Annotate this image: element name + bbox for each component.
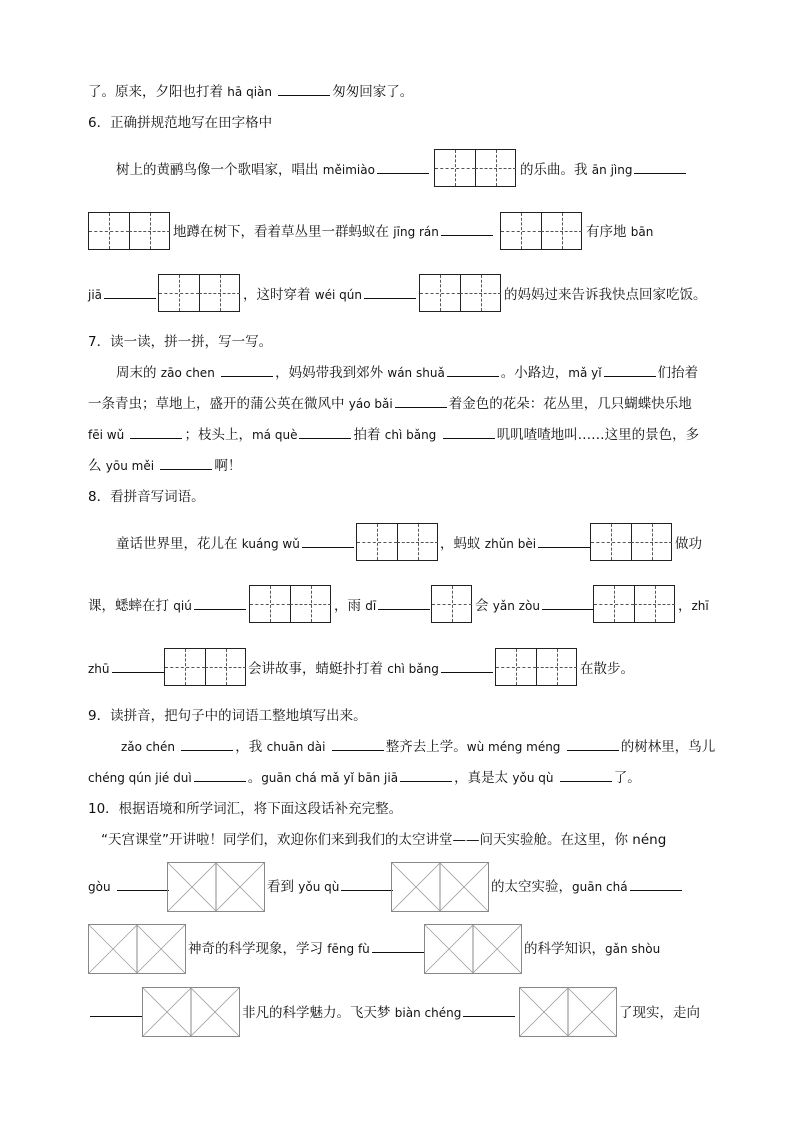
answer-blank[interactable] (130, 425, 182, 439)
pinyin: wù méng méng (466, 740, 561, 754)
answer-blank[interactable] (160, 456, 212, 470)
pinyin: kuáng wǔ (241, 537, 300, 551)
tianzige-box[interactable] (164, 648, 246, 686)
text-line: 了。原来，夕阳也打着 hā qiàn 匆匆回家了。 (88, 84, 414, 100)
text-fragment: ，zhī (678, 598, 709, 614)
text-fragment: 会讲故事，蜻蜓扑打着 chì bǎng (248, 659, 495, 679)
pinyin: bān (630, 225, 654, 239)
question-heading: 6．正确拼规范地写在田字格中 (88, 115, 273, 131)
answer-blank[interactable] (604, 363, 656, 377)
answer-blank[interactable] (634, 160, 686, 174)
answer-blank[interactable] (341, 877, 393, 891)
text-fragment: 做功 (675, 536, 702, 552)
pinyin: mǎ yǐ (568, 366, 602, 380)
mizige-box[interactable] (391, 862, 489, 912)
text-fragment: 在散步。 (580, 661, 634, 677)
pinyin: chuān dài (266, 740, 326, 754)
answer-blank[interactable] (560, 768, 612, 782)
pinyin: yǒu qù (512, 771, 554, 785)
pinyin: chì bǎng (387, 662, 439, 676)
tianzige-box[interactable] (158, 274, 240, 312)
pinyin: yōu měi (105, 459, 155, 473)
answer-blank[interactable] (221, 363, 273, 377)
pinyin: zhǔn bèi (484, 537, 537, 551)
text-fragment: 的科学知识，gǎn shòu (524, 941, 661, 957)
text-line: 一条青虫；草地上，盛开的蒲公英在微风中 yáo bǎi 着金色的花朵：花丛里，几只蝴蝶快乐地 (88, 396, 692, 412)
pinyin: wán shuǎ (387, 366, 445, 380)
text-fragment: 童话世界里，花儿在 kuáng wǔ (116, 534, 356, 554)
pinyin: jiā (88, 288, 103, 302)
text-line: chéng qún jié duì 。guān chá mǎ yǐ bān jiā ，真是太 yǒu qù 了。 (88, 770, 641, 786)
text-fragment: 非凡的科学魅力。飞天梦 biàn chéng (242, 1003, 517, 1023)
tianzige-box[interactable] (356, 523, 438, 561)
pinyin: fēi wǔ (88, 428, 125, 442)
answer-blank[interactable] (441, 222, 493, 236)
pinyin: dī (365, 599, 377, 613)
text-fragment: 的妈妈过来告诉我快点回家吃饭。 (504, 287, 707, 303)
pinyin: gòu (88, 880, 111, 894)
text-fragment: 地蹲在树下，看着草丛里一群蚂蚁在 jīng rán (173, 222, 495, 242)
question-heading: 9．读拼音，把句子中的词语工整地填写出来。 (88, 708, 367, 724)
text-line: “天宫课堂”开讲啦！同学们，欢迎你们来到我们的太空讲堂——问天实验舱。在这里，你 néng (101, 832, 667, 848)
answer-blank[interactable] (299, 425, 351, 439)
answer-blank[interactable] (117, 877, 169, 891)
text-fragment: 的乐曲。我 ān jìng (520, 160, 688, 180)
answer-blank[interactable] (567, 737, 619, 751)
tianzige-box[interactable] (434, 149, 516, 187)
text-fragment: 有序地 bān (586, 224, 654, 240)
text-fragment: ，蚂蚁 zhǔn bèi (440, 534, 592, 554)
mizige-box[interactable] (142, 987, 240, 1037)
answer-blank[interactable] (378, 596, 430, 610)
mizige-box[interactable] (88, 924, 186, 974)
answer-blank[interactable] (463, 1003, 515, 1017)
answer-blank[interactable] (104, 285, 156, 299)
mizige-box[interactable] (424, 924, 522, 974)
text-fragment: ，这时穿着 wéi qún (243, 285, 418, 305)
pinyin: zǎo chén (121, 740, 175, 754)
tianzige-box[interactable] (593, 585, 675, 623)
answer-blank[interactable] (441, 659, 493, 673)
tianzige-box[interactable] (590, 523, 672, 561)
answer-blank[interactable] (372, 939, 424, 953)
pinyin: má què (251, 428, 298, 442)
pinyin: guān chá mǎ yǐ bān jiā (261, 771, 399, 785)
question-heading: 7．读一读，拼一拼，写一写。 (88, 334, 273, 350)
tianzige-box[interactable] (249, 585, 331, 623)
pinyin: zāo chen (160, 366, 215, 380)
tianzige-box[interactable] (431, 585, 472, 623)
answer-blank[interactable] (194, 768, 246, 782)
text-fragment: 课，蟋蟀在打 qiú (88, 596, 248, 616)
answer-blank[interactable] (443, 425, 495, 439)
answer-blank[interactable] (630, 877, 682, 891)
text-fragment (88, 877, 171, 897)
pinyin: zhū (88, 662, 110, 676)
answer-blank[interactable] (364, 285, 416, 299)
answer-blank[interactable] (194, 596, 246, 610)
tianzige-box[interactable] (88, 212, 170, 250)
tianzige-box[interactable] (419, 274, 501, 312)
text-line: 树上的黄鹂鸟像一个歌唱家，唱出 měimiào (116, 160, 431, 180)
text-fragment (88, 659, 166, 679)
pinyin: biàn chéng (394, 1006, 462, 1020)
answer-blank[interactable] (90, 1003, 142, 1017)
text-fragment (88, 1003, 144, 1023)
text-fragment: 看到 yǒu qù (267, 877, 395, 897)
answer-blank[interactable] (400, 768, 452, 782)
pinyin: wéi qún (314, 288, 362, 302)
text-line: zǎo chén ，我 chuān dài 整齐去上学。wù méng méng 的树林里，鸟儿 (121, 739, 716, 755)
answer-blank[interactable] (447, 363, 499, 377)
text-line: 么 yōu měi 啊！ (88, 458, 242, 474)
text-line: fēi wǔ ；枝头上，má què 拍着 chì bǎng 叽叽喳喳地叫……这里的景色，多 (88, 427, 700, 443)
pinyin: yǎn zòu (492, 599, 540, 613)
pinyin: hā qiàn (227, 85, 272, 99)
pinyin: guān chá (572, 880, 628, 894)
answer-blank[interactable] (302, 534, 354, 548)
pinyin: chéng qún jié duì (88, 771, 192, 785)
answer-blank[interactable] (332, 737, 384, 751)
text-fragment: 会 yǎn zòu (475, 596, 596, 616)
pinyin: gǎn shòu (605, 942, 661, 956)
answer-blank[interactable] (395, 394, 447, 408)
question-heading: 10．根据语境和所学词汇，将下面这段话补充完整。 (88, 801, 403, 817)
answer-blank[interactable] (181, 737, 233, 751)
mizige-box[interactable] (167, 862, 265, 912)
pinyin: yáo bǎi (348, 397, 393, 411)
pinyin: ān jìng (591, 163, 633, 177)
answer-blank[interactable] (278, 82, 330, 96)
answer-blank[interactable] (538, 534, 590, 548)
text-fragment: 的太空实验，guān chá (491, 877, 684, 897)
pinyin: fēng fù (327, 942, 370, 956)
answer-blank[interactable] (377, 160, 429, 174)
answer-blank[interactable] (542, 596, 594, 610)
pinyin: zhī (691, 599, 709, 613)
text-fragment (88, 285, 158, 305)
pinyin: qiú (173, 599, 192, 613)
answer-blank[interactable] (112, 659, 164, 673)
text-fragment: 神奇的科学现象，学习 fēng fù (188, 939, 426, 959)
text-fragment: ，雨 dī (334, 596, 432, 616)
pinyin: chì bǎng (384, 428, 437, 442)
text-line: 周末的 zāo chen ，妈妈带我到郊外 wán shuǎ 。小路边，mǎ yǐ 们抬着 (116, 365, 699, 381)
mizige-box[interactable] (519, 987, 617, 1037)
pinyin: yǒu qù (298, 880, 340, 894)
pinyin: jīng rán (393, 225, 439, 239)
tianzige-box[interactable] (500, 212, 582, 250)
text-fragment: 了现实，走向 (619, 1005, 700, 1021)
tianzige-box[interactable] (495, 648, 577, 686)
question-heading: 8．看拼音写词语。 (88, 489, 205, 505)
pinyin: měimiào (322, 163, 375, 177)
